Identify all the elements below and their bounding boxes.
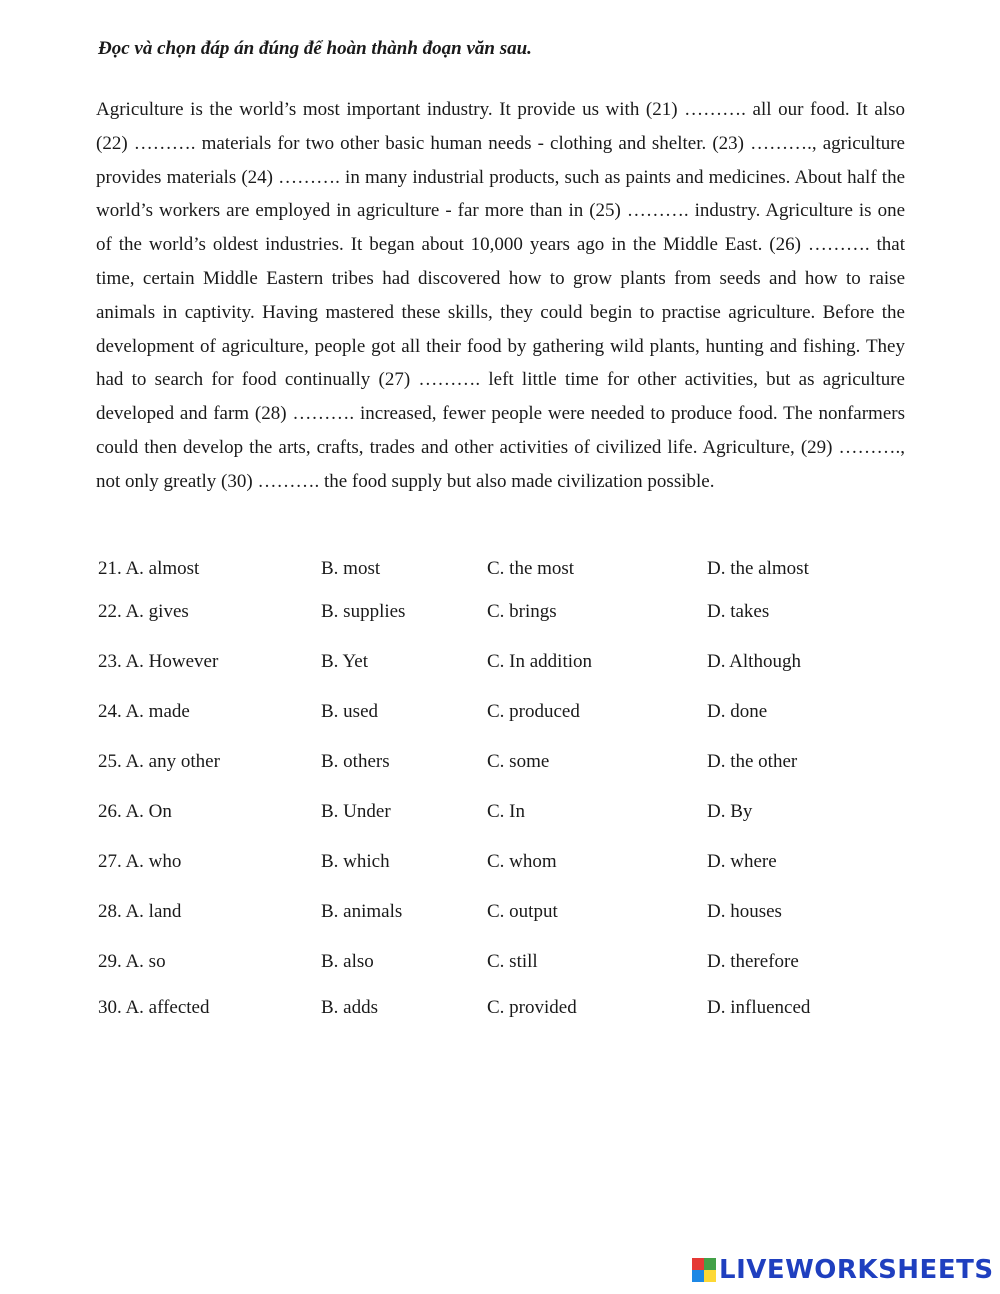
question-row xyxy=(98,901,918,927)
option-d[interactable]: D. By xyxy=(707,801,753,822)
logo-square xyxy=(704,1270,716,1282)
option-d[interactable]: D. therefore xyxy=(707,951,799,972)
option-d[interactable]: D. the other xyxy=(707,751,798,772)
option-c[interactable]: C. In xyxy=(487,801,525,822)
option-a[interactable]: 30. A. affected xyxy=(98,997,210,1018)
option-c[interactable]: C. the most xyxy=(487,558,575,579)
option-a[interactable]: 21. A. almost xyxy=(98,558,200,579)
reading-passage: Agriculture is the world’s most important industry. It provide us with (21) ………. all our food. It also (22) ………. materials for two other basic human needs - clothing and shelter. (23) ………., agriculture provides materials (24) ………. in many industrial products, such as paints and medicines. About half the world’s workers are employed in agriculture - far more than in (25) ………. industry. Agriculture is one of the world’s oldest industries. It began about 10,000 years ago in the Middle East. (26) ………. that time, certain Middle Eastern tribes had discovered how to grow plants from seeds and how to raise animals in captivity. Having mastered these skills, they could begin to practise agriculture. Before the development of agriculture, people got all their food by gathering wild plants, hunting and fishing. They had to search for food continually (27) ………. left little time for other activities, but as agriculture developed and farm (28) ………. increased, fewer people were needed to produce food. The nonfarmers could then develop the arts, crafts, trades and other activities of civilized life. Agriculture, (29) ………., not only greatly (30) ………. the food supply but also made civilization possible. xyxy=(96,99,905,492)
option-b[interactable]: B. which xyxy=(321,851,390,872)
question-row xyxy=(98,651,918,677)
logo-mark-icon xyxy=(692,1258,716,1282)
question-row xyxy=(98,951,918,977)
option-a[interactable]: 25. A. any other xyxy=(98,751,220,772)
option-d[interactable]: D. the almost xyxy=(707,558,809,579)
liveworksheets-logo xyxy=(692,1253,994,1287)
option-d[interactable]: D. takes xyxy=(707,601,770,622)
question-row xyxy=(98,601,918,627)
option-a[interactable]: 26. A. On xyxy=(98,801,172,822)
option-b[interactable]: B. others xyxy=(321,751,390,772)
option-a[interactable]: 23. A. However xyxy=(98,651,219,672)
option-d[interactable]: D. influenced xyxy=(707,997,811,1018)
option-c[interactable]: C. provided xyxy=(487,997,577,1018)
option-c[interactable]: C. output xyxy=(487,901,558,922)
question-row xyxy=(98,801,918,827)
logo-text: LIVEWORKSHEETS xyxy=(719,1255,994,1285)
option-b[interactable]: B. also xyxy=(321,951,374,972)
instruction-heading: Đọc và chọn đáp án đúng để hoàn thành đoạn văn sau. xyxy=(98,38,532,59)
option-d[interactable]: D. where xyxy=(707,851,777,872)
option-b[interactable]: B. used xyxy=(321,701,378,722)
option-c[interactable]: C. whom xyxy=(487,851,557,872)
option-a[interactable]: 28. A. land xyxy=(98,901,182,922)
option-c[interactable]: C. produced xyxy=(487,701,580,722)
option-a[interactable]: 27. A. who xyxy=(98,851,182,872)
option-b[interactable]: B. most xyxy=(321,558,381,579)
option-c[interactable]: C. In addition xyxy=(487,651,593,672)
option-c[interactable]: C. brings xyxy=(487,601,557,622)
logo-square xyxy=(692,1258,704,1270)
question-row xyxy=(98,997,918,1023)
question-row xyxy=(98,851,918,877)
option-c[interactable]: C. still xyxy=(487,951,538,972)
option-b[interactable]: B. supplies xyxy=(321,601,406,622)
option-b[interactable]: B. animals xyxy=(321,901,403,922)
question-row xyxy=(98,751,918,777)
question-row xyxy=(98,701,918,727)
option-b[interactable]: B. adds xyxy=(321,997,378,1018)
option-c[interactable]: C. some xyxy=(487,751,550,772)
option-a[interactable]: 29. A. so xyxy=(98,951,166,972)
question-row xyxy=(98,558,918,584)
option-d[interactable]: D. Although xyxy=(707,651,801,672)
option-b[interactable]: B. Yet xyxy=(321,651,368,672)
logo-square xyxy=(704,1258,716,1270)
option-a[interactable]: 24. A. made xyxy=(98,701,190,722)
option-d[interactable]: D. houses xyxy=(707,901,782,922)
logo-square xyxy=(692,1270,704,1282)
option-b[interactable]: B. Under xyxy=(321,801,391,822)
option-d[interactable]: D. done xyxy=(707,701,768,722)
option-a[interactable]: 22. A. gives xyxy=(98,601,189,622)
